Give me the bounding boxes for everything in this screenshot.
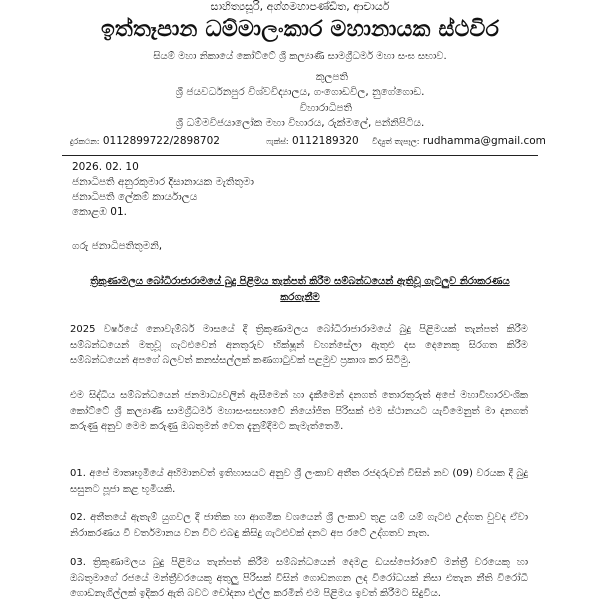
phone-number: 0112899722/2898702 — [102, 135, 220, 147]
letterhead-role-chief-incumbent: විහාරාධිපති — [299, 102, 352, 114]
recipient-city: කොළඹ 01. — [72, 206, 127, 218]
contact-phone — [70, 135, 220, 147]
letterhead-titles: සාහිත්‍යසූරි, අග්ගමහාපණ්ඩිත, ආචාර්ය — [210, 0, 390, 13]
body-paragraph: 2025 වර්ෂයේ නොවැම්බර් මාසයේ දී ත්‍රිකුණාමලය බෝධිරාජාරාමයේ බුදු පිළිමයක් තැන්පත් කිරීම සම්බන්ධයෙන් මතුවූ ගැටළුවෙන් අනතුරුව භික්ෂූන් වහන්සේලා ඇතුළු දස දෙනෙකු සිරගත කිරීම සම්බන්ධයෙන් අපගේ බලවත් කනස්සල්ලක් කණගාටුවක් පළමුව ප්‍රකාශ කර සිටිමු. — [70, 324, 528, 366]
contact-email — [372, 135, 546, 147]
contact-fax — [266, 135, 359, 147]
recipient-office: ජනාධිපති ලේකම් කාර්යාලය — [72, 191, 198, 203]
header-divider — [62, 155, 538, 156]
phone-label: දුරකථන: — [70, 137, 100, 146]
numbered-point: 03. ත්‍රිකුණාමලය බුදු පිළිමය තැන්පත් කිරීම සම්බන්ධයෙන් දෙමළ ඩයස්පෝරාවේ මන්ත්‍රී වරයෙකු හා ඔබතුමාගේ රජයේ මන්ත්‍රීවරයෙකු අතුලු පිරිසක් විසින් ගොඩනගන ලද විරෝධයක් නිසා එතැන නීති විරෝධී ගොඩනැගිල්ලක් ඉදිකර ඇති බවට චෝදනා එල්ල කරමින් එම පිළිමය ඉවත් කිරීමට සිදුවිය. — [70, 557, 528, 599]
contact-line — [70, 135, 550, 151]
letterhead-assembly: සියම් මහා නිකායේ කෝට්ටේ ශ්‍රී කල්‍යාණි සාමග්‍රීධර්ම මහා සංඝ සභාව. — [153, 51, 447, 62]
salutation: ගරු ජනාධිපතිතුමනි, — [72, 240, 163, 252]
letterhead-role-chancellor: කුලපති — [315, 71, 348, 83]
email-label: විද්‍යුත් තැපෑල: — [372, 137, 420, 146]
fax-label: ෆැක්ස්: — [266, 137, 289, 146]
fax-number: 0112189320 — [291, 135, 359, 147]
body-paragraph: එම සිද්ධිය සම්බන්ධයෙන් ජනමාධ්‍යවලින් ඇසීමෙන් හා දැකීමෙන් දනගත් තොරතුරුත් අපේ මහාවිහාරවංශික කෝට්ටේ ශ්‍රී කල්‍යාණි සාමග්‍රීධර්ම මහාසංඝසභාවේ නියෝජිත පිරිසක් එම ස්ථානයට යැවීමෙනුත් මා දනගත් කරුණු අනුව මෙම කරුණු ඔබතුමන් වෙත දැනුම්දීමට කැමැත්තෙමි. — [70, 390, 528, 432]
letterhead-institution-university: ශ්‍රී ජයවර්ධනපුර විශ්වවිද්‍යාලය, ගංගොඩවිල, නුගේගොඩ. — [175, 86, 425, 98]
letterhead-name: ඉත්තෑපාන ධම්මාලංකාර මහානායක ස්ථවිර — [100, 17, 500, 42]
letter-date: 2026. 02. 10 — [72, 161, 139, 173]
email-address: rudhamma@gmail.com — [422, 135, 546, 147]
letterhead-institution-temple: ශ්‍රී ධම්මවිජයාලෝක මහා විහාරය, රුක්මලේ, පන්නිපිටිය. — [175, 117, 425, 129]
subject-line: ත්‍රිකුණාමලය බෝධිරාජාරාමයේ බුදු පිළිමය තැන්පත් කිරීම සම්බන්ධයෙන් ඇතිවූ ගැටලුව නිරාකරණය කරගැනීම — [90, 276, 510, 303]
numbered-point: 02. අතීතයේ ඇතැම් යුගවල දී ජාතික හා ආගමික වශයෙන් ශ්‍රී ලංකාව තුළ යම් යම් ගැටළු උද්ගත වුවද ඒවා නිරාකරණය වී වර්තමානය වන විට එබඳු කිසිදු ගැටළුවක් දනට අප රටේ උද්ගතව නැත. — [70, 512, 528, 539]
recipient-name: ජනාධිපති අනුරකුමාර දිසානායක මැතිතුමා — [72, 176, 254, 188]
numbered-point: 01. අපේ මාතෘභූමියේ අභිමානවත් ඉතිහාසයට අනුව ශ්‍රී ලංකාව අතීත රජදරුවන් විසින් නව (09) වරයක දී බුදු සසුනට පූජා කළ භූමියකි. — [70, 468, 528, 495]
